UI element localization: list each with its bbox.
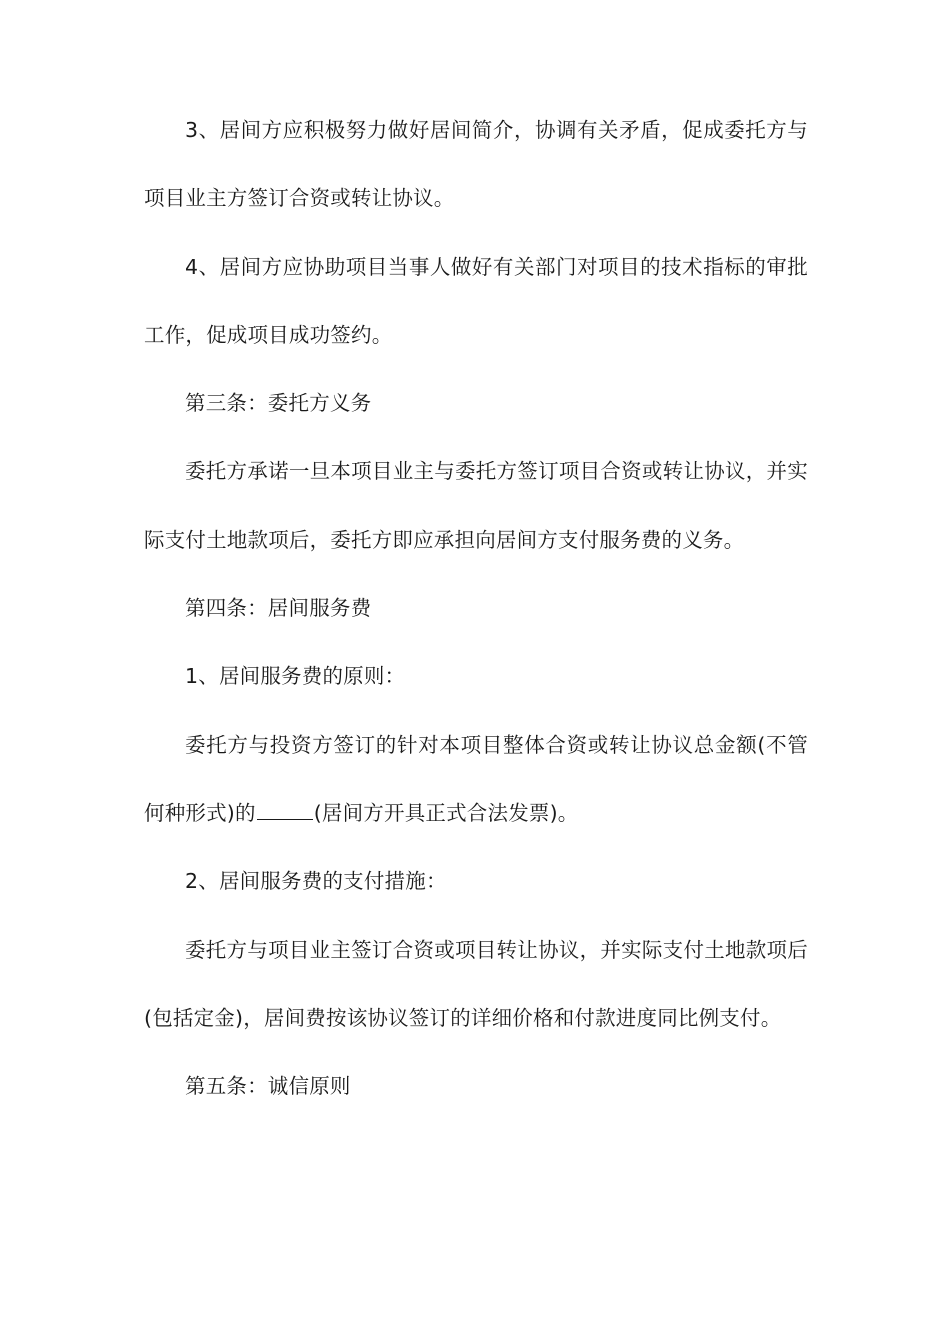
fill-in-blank [257, 801, 313, 820]
clause-text-before-blank: 委托方与投资方签订的针对本项目整体合资或转让协议总金额(不管何种形式)的 [144, 732, 808, 825]
sub-clause-heading: 1、居间服务费的原则： [185, 664, 406, 689]
clause-paragraph: 委托方与项目业主签订合资或项目转让协议，并实际支付土地款项后(包括定金)，居间费按该协议签订的详细价格和付款进度同比例支付。 [144, 937, 808, 1030]
section-heading: 第五条：诚信原则 [185, 1074, 351, 1099]
clause-paragraph: 委托方承诺一旦本项目业主与委托方签订项目合资或转让协议，并实际支付土地款项后，委托方即应承担向居间方支付服务费的义务。 [144, 459, 808, 552]
document-body [144, 96, 808, 1120]
sub-clause-heading: 2、居间服务费的支付措施： [185, 869, 447, 894]
clause-text-after-blank: (居间方开具正式合法发票)。 [313, 800, 579, 825]
clause-paragraph: 3、居间方应积极努力做好居间简介，协调有关矛盾，促成委托方与项目业主方签订合资或转让协议。 [144, 118, 808, 211]
section-heading: 第三条：委托方义务 [185, 391, 372, 416]
section-heading: 第四条：居间服务费 [185, 596, 372, 621]
clause-paragraph-with-blank [144, 711, 808, 848]
clause-paragraph: 4、居间方应协助项目当事人做好有关部门对项目的技术指标的审批工作，促成项目成功签约。 [144, 254, 808, 347]
